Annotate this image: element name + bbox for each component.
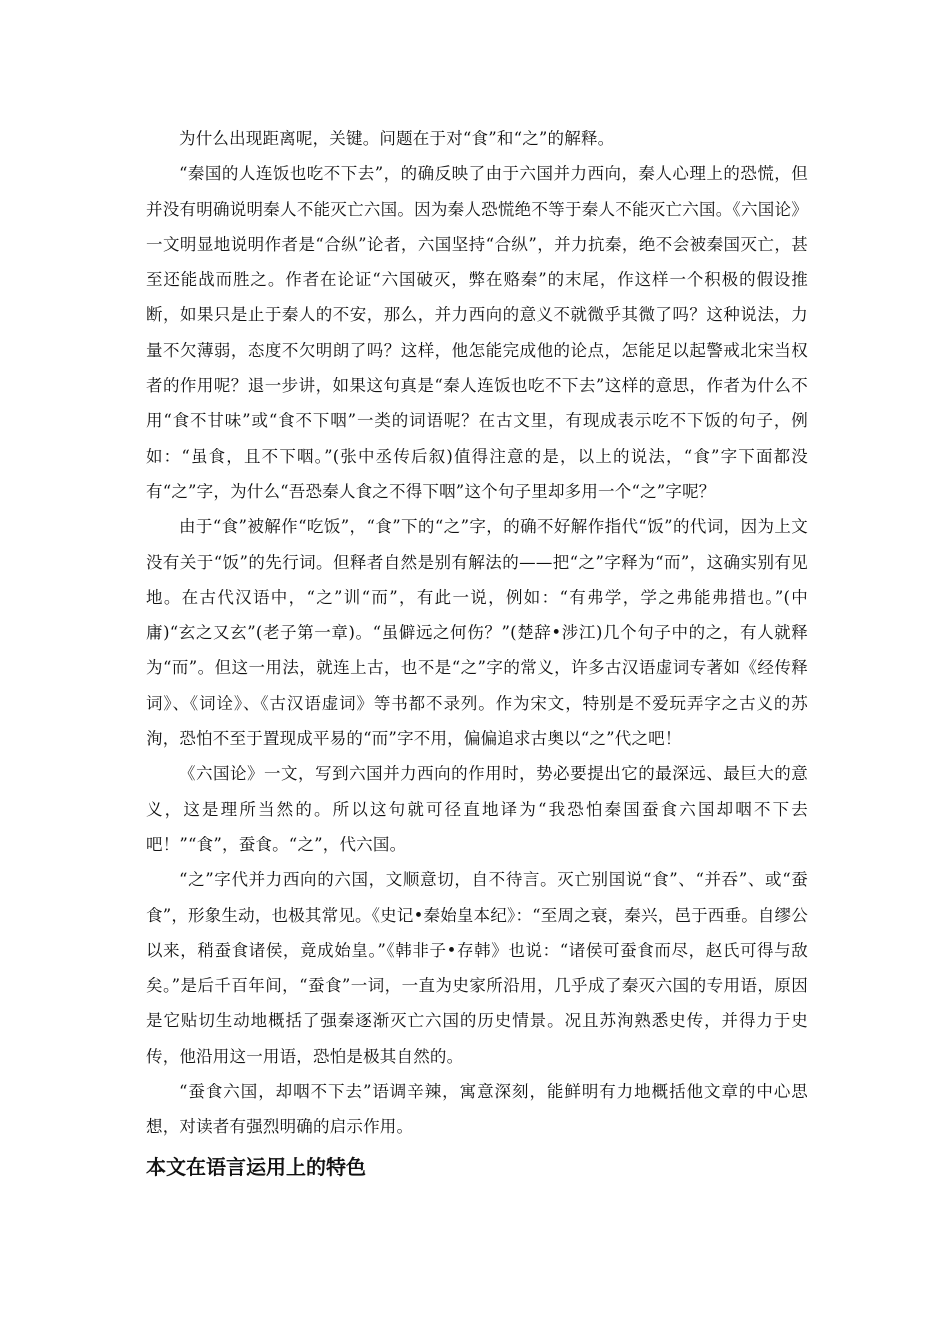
paragraph-3: 由于“食”被解作“吃饭”，“食”下的“之”字，的确不好解作指代“饭”的代词，因为上文没有关于“饭”的先行词。但释者自然是别有解法的——把“之”字释为“而”，这确实别有见地。在古代汉语中，“之”训“而”，有此一说，例如：“有弗学，学之弗能弗措也。”(中庸)“玄之又玄”(老子第一章)。“虽僻远之何伤？”(楚辞•涉江)几个句子中的之，有人就释为“而”。但这一用法，就连上古，也不是“之”字的常义，许多古汉语虚词专著如《经传释词》、《词诠》、《古汉语虚词》等书都不录列。作为宋文，特别是不爱玩弄字之古义的苏洵，恐怕不至于置现成平易的“而”字不用，偏偏追求古奥以“之”代之吧！ bbox=[146, 517, 808, 749]
paragraph-1: 为什么出现距离呢，关键。问题在于对“食”和“之”的解释。 bbox=[179, 129, 615, 148]
section-heading: 本文在语言运用上的特色 bbox=[146, 1154, 366, 1179]
document-page bbox=[146, 121, 808, 1187]
paragraph-6: “蚕食六国，却咽不下去”语调辛辣，寓意深刻，能鲜明有力地概括他文章的中心思想，对读者有强烈明确的启示作用。 bbox=[146, 1082, 808, 1137]
paragraph-5: “之”字代并力西向的六国，文顺意切，自不待言。灭亡别国说“食”、“并吞”、或“蚕食”，形象生动，也极其常见。《史记•秦始皇本纪》：“至周之衰，秦兴，邑于西垂。自缪公以来，稍蚕食诸侯，竟成始皇。”《韩非子•存韩》也说：“诸侯可蚕食而尽，赵氏可得与敌矣。”是后千百年间，“蚕食”一词，一直为史家所沿用，几乎成了秦灭六国的专用语，原因是它贴切生动地概括了强秦逐渐灭亡六国的历史情景。况且苏洵熟悉史传，并得力于史传，他沿用这一用语，恐怕是极其自然的。 bbox=[146, 870, 809, 1066]
paragraph-4: 《六国论》一文，写到六国并力西向的作用时，势必要提出它的最深远、最巨大的意义，这是理所当然的。所以这句就可径直地译为“我恐怕秦国蚕食六国却咽不下去吧！”“食”，蚕食。“之”，代六国。 bbox=[146, 764, 808, 854]
paragraph-2: “秦国的人连饭也吃不下去”，的确反映了由于六国并力西向，秦人心理上的恐慌，但并没有明确说明秦人不能灭亡六国。因为秦人恐慌绝不等于秦人不能灭亡六国。《六国论》一文明显地说明作者是“合纵”论者，六国坚持“合纵”，并力抗秦，绝不会被秦国灭亡，甚至还能战而胜之。作者在论证“六国破灭，弊在赂秦”的末尾，作这样一个积极的假设推断，如果只是止于秦人的不安，那么，并力西向的意义不就微乎其微了吗？这种说法，力量不欠薄弱，态度不欠明朗了吗？这样，他怎能完成他的论点，怎能足以起警戒北宋当权者的作用呢？退一步讲，如果这句真是“秦人连饭也吃不下去”这样的意思，作者为什么不用“食不甘味”或“食不下咽”一类的词语呢？在古文里，有现成表示吃不下饭的句子，例如：“虽食，且不下咽。”(张中丞传后叙)值得注意的是，以上的说法，“食”字下面都没有“之”字，为什么“吾恐秦人食之不得下咽”这个句子里却多用一个“之”字呢？ bbox=[146, 164, 808, 501]
